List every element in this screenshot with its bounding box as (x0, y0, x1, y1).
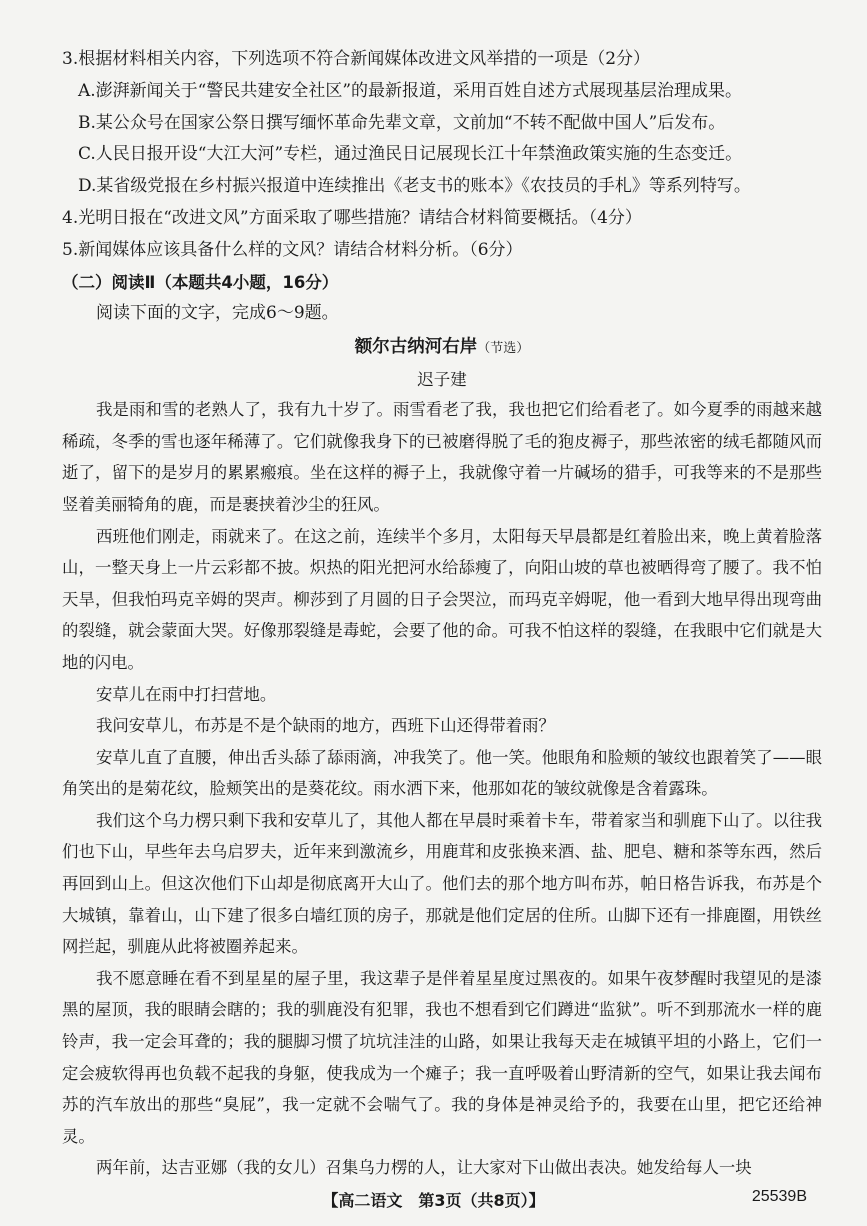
question-4: 4.光明日报在“改进文风”方面采取了哪些措施？请结合材料简要概括。（4分） (62, 207, 642, 228)
footer-page-label: 【高二语文 第3页（共8页）】 (322, 1191, 545, 1210)
article-paragraph-7: 我不愿意睡在看不到星星的屋子里，我这辈子是伴着星星度过黑夜的。如果午夜梦醒时我望见的是漆黑的屋顶，我的眼睛会瞎的；我的驯鹿没有犯罪，我也不想看到它们蹲进“监狱”。听不到那流水一样的鹿铃声，我一定会耳聋的；我的腿脚习惯了坑坑洼洼的山路，如果让我每天走在城镇平坦的小路上，它们一定会疲软得再也负载不起我的身躯，使我成为一个瘫子；我一直呼吸着山野清新的空气，如果让我去闻布苏的汽车放出的那些“臭屁”，我一定就不会喘气了。我的身体是神灵给予的，我要在山里，把它还给神灵。 (62, 968, 822, 1146)
article-paragraph-4: 我问安草儿，布苏是不是个缺雨的地方，西班下山还得带着雨？ (96, 716, 555, 736)
article-paragraph-8: 两年前，达吉亚娜（我的女儿）召集乌力楞的人，让大家对下山做出表决。她发给每人一块 (96, 1158, 752, 1178)
article-author: 迟子建 (417, 370, 467, 390)
question-3-option-b: B.某公众号在国家公祭日撰写缅怀革命先辈文章，文前加“不转不配做中国人”后发布。 (78, 112, 726, 133)
question-5: 5.新闻媒体应该具备什么样的文风？请结合材料分析。（6分） (62, 239, 523, 260)
article-title-row (62, 330, 822, 366)
section-2-intro: 阅读下面的文字，完成6～9题。 (96, 303, 339, 324)
article-title: 额尔古纳河右岸 (354, 337, 478, 358)
article-title-note: （节选） (477, 341, 530, 357)
section-2-heading: （二）阅读Ⅱ（本题共4小题，16分） (62, 272, 339, 292)
question-3-stem: 3.根据材料相关内容，下列选项不符合新闻媒体改进文风举措的一项是（2分） (62, 49, 651, 69)
question-3-option-d: D.某省级党报在乡村振兴报道中连续推出《老支书的账本》《农技员的手札》等系列特写。 (78, 176, 751, 197)
article-paragraph-1: 我是雨和雪的老熟人了，我有九十岁了。雨雪看老了我，我也把它们给看老了。如今夏季的雨越来越稀疏，冬季的雪也逐年稀薄了。它们就像我身下的已被磨得脱了毛的狍皮褥子，那些浓密的绒毛都随风而逝了，留下的是岁月的累累瘢痕。坐在这样的褥子上，我就像守着一片碱场的猎手，可我等来的不是那些竖着美丽犄角的鹿，而是裹挟着沙尘的狂风。 (62, 400, 822, 514)
article-paragraph-2: 西班他们刚走，雨就来了。在这之前，连续半个多月，太阳每天早晨都是红着脸出来，晚上黄着脸落山，一整天身上一片云彩都不披。炽热的阳光把河水给舔瘦了，向阳山坡的草也被晒得弯了腰了。我不怕天旱，但我怕玛克辛姆的哭声。柳莎到了月圆的日子会哭泣，而玛克辛姆呢，他一看到大地早得出现弯曲的裂缝，就会蒙面大哭。好像那裂缝是毒蛇，会要了他的命。可我不怕这样的裂缝，在我眼中它们就是大地的闪电。 (62, 526, 822, 672)
article-paragraph-6: 我们这个乌力楞只剩下我和安草儿了，其他人都在早晨时乘着卡车，带着家当和驯鹿下山了。以往我们也下山，早些年去乌启罗夫，近年来到激流乡，用鹿茸和皮张换来酒、盐、肥皂、糖和茶等东西，然后再回到山上。但这次他们下山却是彻底离开大山了。他们去的那个地方叫布苏，帕日格告诉我，布苏是个大城镇，靠着山，山下建了很多白墙红顶的房子，那就是他们定居的住所。山脚下还有一排鹿圈，用铁丝网拦起，驯鹿从此将被圈养起来。 (62, 810, 822, 957)
article-paragraph-5: 安草儿直了直腰，伸出舌头舔了舔雨滴，冲我笑了。他一笑。他眼角和脸颊的皱纹也跟着笑了——眼角笑出的是菊花纹，脸颊笑出的是葵花纹。雨水洒下来，他那如花的皱纹就像是含着露珠。 (62, 747, 822, 799)
question-3-option-a: A.澎湃新闻关于“警民共建安全社区”的最新报道，采用百姓自述方式展现基层治理成果。 (78, 80, 743, 101)
article-paragraph-3: 安草儿在雨中打扫营地。 (96, 684, 277, 704)
question-3-option-c: C.人民日报开设“大江大河”专栏，通过渔民日记展现长江十年禁渔政策实施的生态变迁。 (78, 144, 743, 165)
footer-exam-code: 25539B (751, 1188, 807, 1205)
exam-page (62, 44, 822, 1184)
page-footer (0, 1188, 867, 1212)
